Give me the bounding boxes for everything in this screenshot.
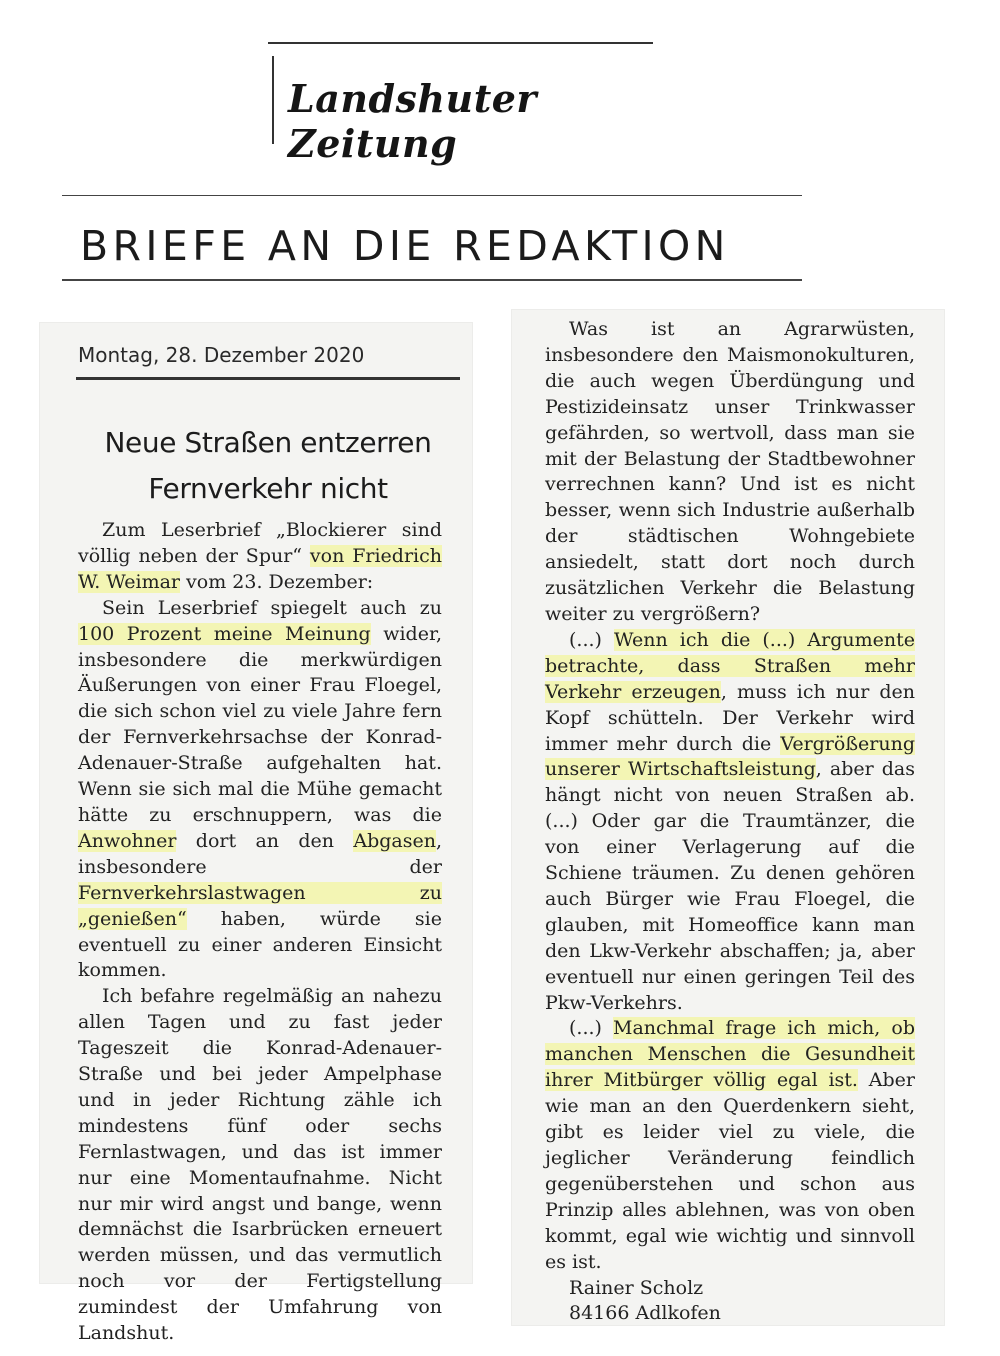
paragraph-4	[545, 628, 915, 1017]
text-run: , insbesondere der	[78, 829, 442, 878]
headline-line-2: Fernverkehr nicht	[148, 472, 388, 505]
text-run: wider, insbesondere die merkwürdigen Äußerungen von einer Frau Floegel, die sich schon viel zu viele Jahre fern der Fernverkehrsachse der Konrad-Adenauer-Straße aufgehalten hat. Wenn sie sich mal die Mühe gemacht hätte zu erschnuppern, was die	[78, 622, 442, 826]
text-run: Zum Leserbrief „Blockierer sind völlig neben der Spur“	[78, 519, 442, 567]
article-headline	[76, 420, 460, 512]
text-run: Aber wie man an den Querdenkern sieht, gibt es leider viel zu viele, die jeglicher Veränderung feindlich gegenüberstehen und schon aus Prinzip alles ablehnen, was von oben kommt, egal wie wichtig und sinnvoll es ist.	[545, 1069, 916, 1273]
section-rule-bottom	[62, 279, 802, 281]
date-rule	[76, 377, 460, 380]
section-rule-top	[62, 195, 802, 196]
text-run: , aber das hängt nicht von neuen Straßen ab. (...) Oder gar die Traumtänzer, die von einer Verlagerung auf die Schiene träumen. Zu denen gehören auch Bürger wie Frau Floegel, die glauben, mit Homeoffice kann man den Lkw-Verkehr abschaffen; ja, aber eventuell nur einen geringen Teil des Pkw-Verkehrs.	[545, 758, 915, 1014]
author-name: Rainer Scholz	[569, 1276, 704, 1299]
masthead-rule-left	[272, 56, 274, 144]
masthead-rule-top	[268, 42, 653, 44]
text-run: haben, würde sie eventuell zu einer anderen Einsicht kommen.	[78, 907, 442, 982]
highlighted-text: Vergrößerung unserer Wirtschaftsleistung	[545, 732, 915, 781]
article-column-left	[78, 518, 442, 1347]
paragraph-2: Ich befahre regelmäßig an nahezu allen Tagen und zu fast jeder Tageszeit die Konrad-Adenauer-Straße und bei jeder Ampelphase und in jeder Richtung zähle ich mindestens fünf oder sechs Fernlastwagen, und das ist immer nur eine Momentaufnahme. Nicht nur mir wird angst und bange, wenn demnächst die Isarbrücken erneuert werden müssen, und das vermutlich noch vor der Fertigstellung zumindest der Umfahrung von Landshut.	[78, 985, 442, 1345]
paragraph-1	[78, 596, 442, 985]
text-run: Sein Leserbrief spiegelt auch zu	[102, 596, 442, 619]
highlighted-text: von Friedrich W. Weimar	[78, 544, 442, 593]
author-location: 84166 Adlkofen	[569, 1302, 721, 1325]
paragraph-5	[545, 1016, 915, 1275]
newspaper-logo: Landshuter Zeitung	[288, 76, 537, 166]
text-run: , muss ich nur den Kopf schütteln. Der Verkehr wird immer mehr durch die	[545, 680, 915, 755]
text-run: vom 23. Dezember:	[180, 570, 374, 593]
text-run: (...)	[569, 1017, 614, 1040]
text-run: dort an den	[176, 829, 354, 852]
headline-line-1: Neue Straßen entzerren	[104, 426, 432, 459]
highlighted-text: Anwohner	[78, 829, 177, 852]
highlighted-text: Fernverkehrslastwagen zu „genießen“	[78, 881, 442, 930]
highlighted-text: 100 Prozent meine Meinung	[78, 622, 371, 645]
highlighted-text: Abgasen	[353, 829, 436, 852]
text-run: (...)	[569, 628, 615, 651]
article-date: Montag, 28. Dezember 2020	[78, 343, 365, 367]
letter-reference	[78, 518, 442, 596]
highlighted-text: Manchmal frage ich mich, ob manchen Menschen die Gesundheit ihrer Mitbürger völlig egal ist.	[545, 1017, 915, 1092]
article-column-right	[545, 317, 915, 1327]
highlighted-text: Wenn ich die (...) Argumente betrachte, dass Straßen mehr Verkehr erzeugen	[545, 628, 915, 703]
section-title: BRIEFE AN DIE REDAKTION	[80, 222, 730, 270]
paragraph-3: Was ist an Agrarwüsten, insbesondere den Maismonokulturen, die auch wegen Überdüngung und Pestizideinsatz unser Trinkwasser gefährden, so wertvoll, dass man sie mit der Belastung der Stadtbewohner verrechnen kann? Und ist es nicht besser, wenn sich Industrie außerhalb der städtischen Wohngebiete ansiedelt, statt dort noch durch zusätzlichen Verkehr die Belastung weiter zu vergrößern?	[545, 318, 915, 625]
newspaper-masthead	[268, 42, 653, 166]
